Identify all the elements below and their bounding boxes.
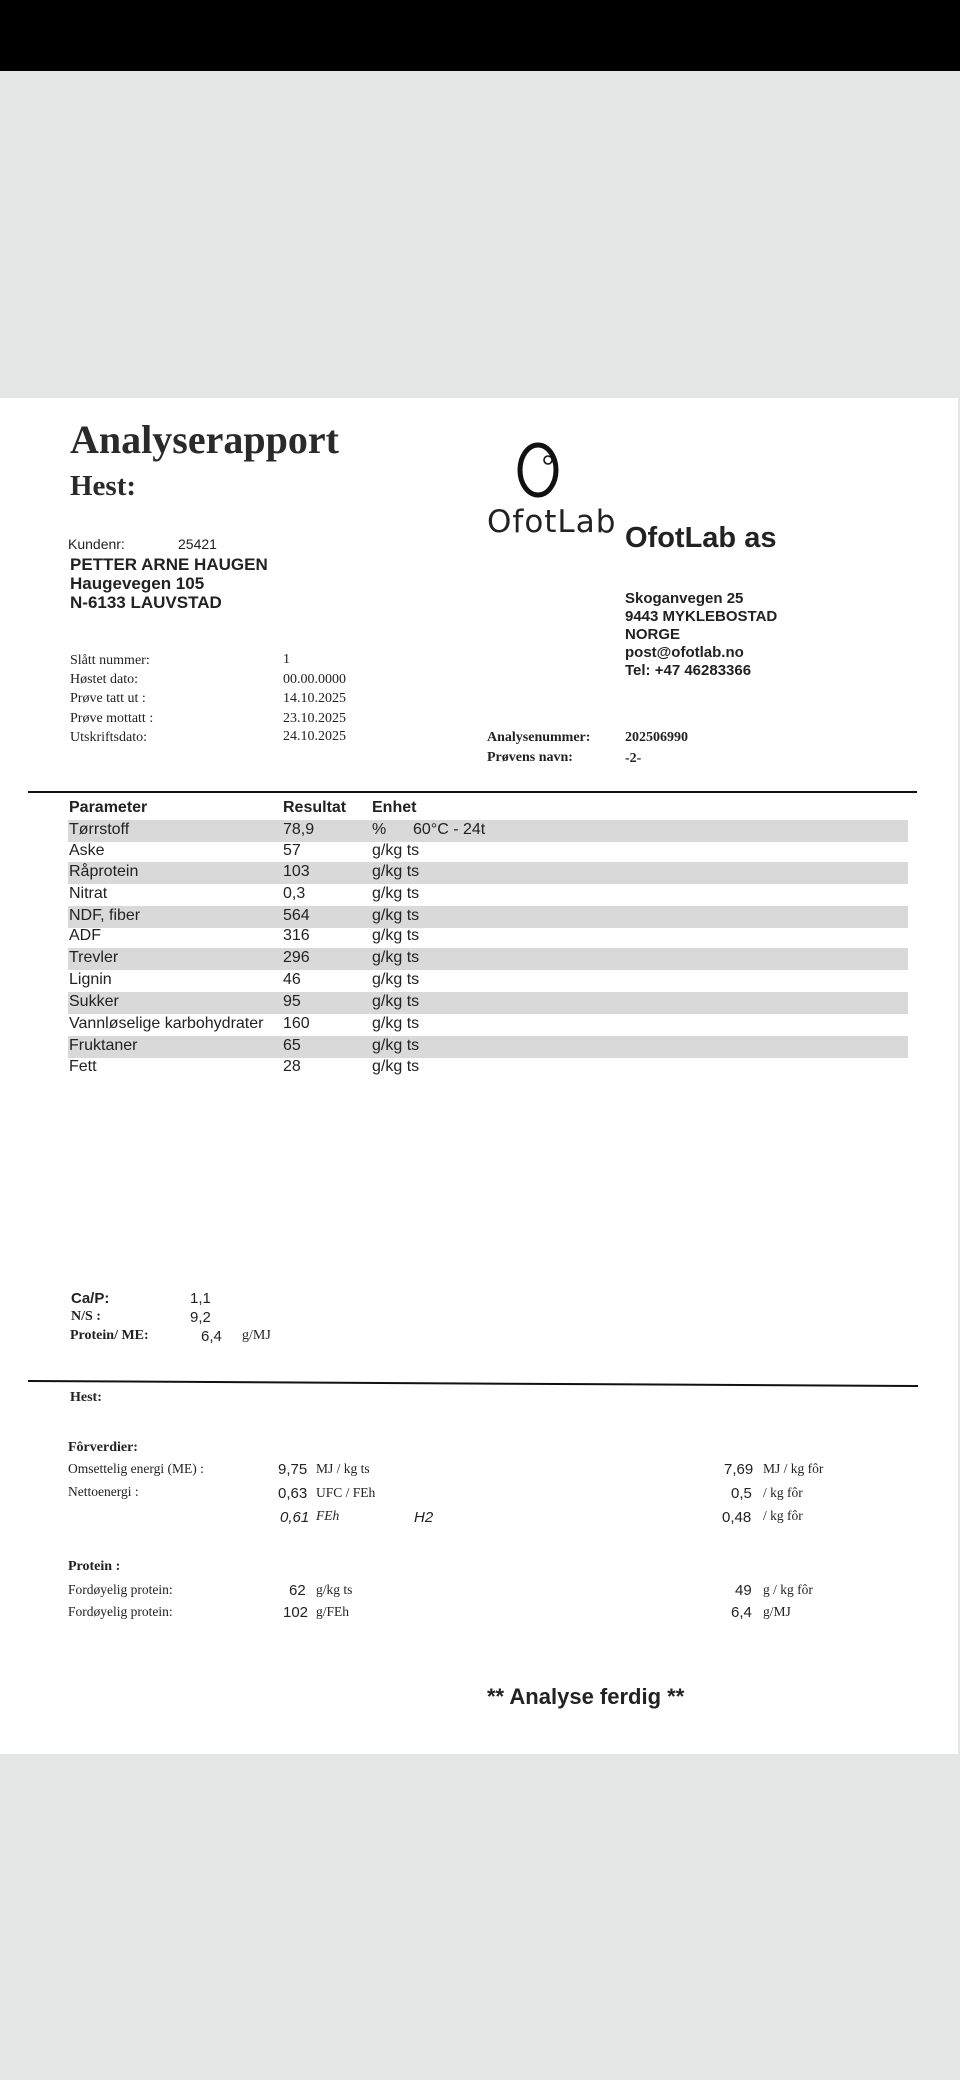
row-result: 78,9 xyxy=(283,821,315,838)
ca-p-value: 1,1 xyxy=(190,1290,211,1307)
row-note: 60°C - 24t xyxy=(413,821,486,838)
detail-label: Høstet dato: xyxy=(70,672,139,687)
row-parameter: Sukker xyxy=(69,993,119,1010)
customer-number-label: Kundenr: xyxy=(68,536,125,552)
dp2-value-feed: 6,4 xyxy=(731,1604,752,1621)
n-s-label: N/S : xyxy=(71,1309,101,1324)
company-street: Skoganvegen 25 xyxy=(625,590,744,607)
me-unit-feed: MJ / kg fôr xyxy=(763,1461,824,1476)
report-subtitle: Hest: xyxy=(70,470,137,502)
me-value-feed: 7,69 xyxy=(724,1461,754,1478)
divider xyxy=(28,1375,918,1383)
detail-label: Prøve mottatt : xyxy=(70,711,154,726)
row-parameter: Vannløselige karbohydrater xyxy=(69,1015,264,1032)
row-unit: g/kg ts xyxy=(372,949,420,966)
table-row xyxy=(68,841,908,863)
report-page xyxy=(0,398,958,1754)
header-parameter: Parameter xyxy=(69,799,148,816)
row-unit: g/kg ts xyxy=(372,927,420,944)
top-black-bar xyxy=(0,0,960,71)
customer-street: Haugevegen 105 xyxy=(70,574,205,593)
table-row xyxy=(68,862,908,884)
dp1-value-feed: 49 xyxy=(735,1582,752,1599)
detail-label: Slått nummer: xyxy=(70,653,150,668)
row-parameter: Aske xyxy=(69,842,105,859)
row-unit: g/kg ts xyxy=(372,993,420,1010)
detail-label: Prøve tatt ut : xyxy=(70,691,146,706)
row-result: 57 xyxy=(283,842,301,859)
me-label: Omsettelig energi (ME) : xyxy=(68,1461,204,1476)
feh-value: 0,61 xyxy=(280,1509,310,1526)
customer-city: N-6133 LAUVSTAD xyxy=(70,593,222,612)
row-unit: g/kg ts xyxy=(372,863,420,880)
customer-name: PETTER ARNE HAUGEN xyxy=(70,555,268,574)
feh-unit-feed: / kg fôr xyxy=(763,1508,803,1523)
row-result: 95 xyxy=(283,993,301,1010)
row-parameter: ADF xyxy=(69,927,101,944)
company-country: NORGE xyxy=(625,626,681,643)
detail-value: 00.00.0000 xyxy=(283,672,346,687)
row-unit: g/kg ts xyxy=(372,1058,420,1075)
me-value: 9,75 xyxy=(278,1461,308,1478)
table-row xyxy=(68,884,908,906)
row-unit: g/kg ts xyxy=(372,907,420,924)
sample-name-label: Prøvens navn: xyxy=(487,750,573,765)
table-row xyxy=(68,1057,908,1079)
row-parameter: Trevler xyxy=(69,949,119,966)
row-unit: g/kg ts xyxy=(372,885,420,902)
protein-me-label: Protein/ ME: xyxy=(70,1328,149,1343)
row-unit: g/kg ts xyxy=(372,1015,420,1032)
dp1-unit-feed: g / kg fôr xyxy=(763,1582,813,1597)
row-parameter: Fett xyxy=(69,1058,97,1075)
feh-code: H2 xyxy=(414,1509,434,1526)
ne-value-feed: 0,5 xyxy=(731,1485,752,1502)
row-result: 46 xyxy=(283,971,301,988)
section-title: Hest: xyxy=(70,1390,102,1405)
row-unit: g/kg ts xyxy=(372,842,420,859)
dp1-unit: g/kg ts xyxy=(316,1582,353,1597)
row-parameter: Lignin xyxy=(69,971,112,988)
logo-text: OfotLab xyxy=(487,504,617,540)
dp2-unit: g/FEh xyxy=(316,1604,350,1619)
row-unit: g/kg ts xyxy=(372,1037,420,1054)
n-s-value: 9,2 xyxy=(190,1309,211,1326)
analysis-number: 202506990 xyxy=(625,730,688,745)
row-unit: g/kg ts xyxy=(372,971,420,988)
row-result: 296 xyxy=(283,949,310,966)
row-parameter: Nitrat xyxy=(69,885,108,902)
divider xyxy=(28,791,917,793)
detail-value: 14.10.2025 xyxy=(283,691,346,706)
row-parameter: Tørrstoff xyxy=(69,821,130,838)
table-row xyxy=(68,1014,908,1036)
row-parameter: NDF, fiber xyxy=(69,907,141,924)
feed-values-title: Fôrverdier: xyxy=(68,1440,138,1455)
ne-unit-feed: / kg fôr xyxy=(763,1485,803,1500)
ne-unit: UFC / FEh xyxy=(316,1485,376,1500)
analysis-complete-footer: ** Analyse ferdig ** xyxy=(487,1684,685,1709)
dp1-label: Fordøyelig protein: xyxy=(68,1582,173,1597)
table-row xyxy=(68,948,908,970)
protein-me-unit: g/MJ xyxy=(242,1328,271,1343)
detail-label: Utskriftsdato: xyxy=(70,730,147,745)
ne-value: 0,63 xyxy=(278,1485,308,1502)
ca-p-label: Ca/P: xyxy=(71,1290,110,1307)
company-postal: 9443 MYKLEBOSTAD xyxy=(625,608,778,625)
dp2-label: Fordøyelig protein: xyxy=(68,1604,173,1619)
detail-value: 24.10.2025 xyxy=(283,729,346,744)
dp2-unit-feed: g/MJ xyxy=(763,1604,791,1619)
company-phone: Tel: +47 46283366 xyxy=(625,662,752,679)
row-result: 316 xyxy=(283,927,310,944)
report-title: Analyserapport xyxy=(70,417,339,462)
row-result: 564 xyxy=(283,907,310,924)
company-name: OfotLab as xyxy=(625,522,777,554)
company-email: post@ofotlab.no xyxy=(625,644,744,661)
table-row xyxy=(68,926,908,948)
ofotlab-logo-icon xyxy=(516,440,564,498)
table-row xyxy=(68,1036,908,1058)
header-unit: Enhet xyxy=(372,799,417,816)
table-row xyxy=(68,970,908,992)
row-result: 65 xyxy=(283,1037,301,1054)
row-result: 160 xyxy=(283,1015,310,1032)
ne-label: Nettoenergi : xyxy=(68,1484,139,1499)
row-result: 103 xyxy=(283,863,310,880)
row-parameter: Fruktaner xyxy=(69,1037,138,1054)
dp1-value: 62 xyxy=(289,1582,306,1599)
row-unit: % xyxy=(372,821,387,838)
row-result: 0,3 xyxy=(283,885,306,902)
analysis-number-label: Analysenummer: xyxy=(487,730,591,745)
header-result: Resultat xyxy=(283,799,347,816)
row-parameter: Råprotein xyxy=(69,863,139,880)
sample-name: -2- xyxy=(625,751,642,766)
table-row xyxy=(68,906,908,928)
table-header xyxy=(68,798,908,820)
protein-me-value: 6,4 xyxy=(201,1328,222,1345)
feh-value-feed: 0,48 xyxy=(722,1509,752,1526)
protein-title: Protein : xyxy=(68,1559,121,1574)
me-unit: MJ / kg ts xyxy=(316,1461,370,1476)
dp2-value: 102 xyxy=(283,1604,309,1621)
detail-value: 23.10.2025 xyxy=(283,711,346,726)
feh-unit: FEh xyxy=(316,1508,340,1523)
table-row xyxy=(68,820,908,842)
row-result: 28 xyxy=(283,1058,301,1075)
customer-number: 25421 xyxy=(178,536,217,552)
detail-value: 1 xyxy=(283,652,290,667)
table-row xyxy=(68,992,908,1014)
